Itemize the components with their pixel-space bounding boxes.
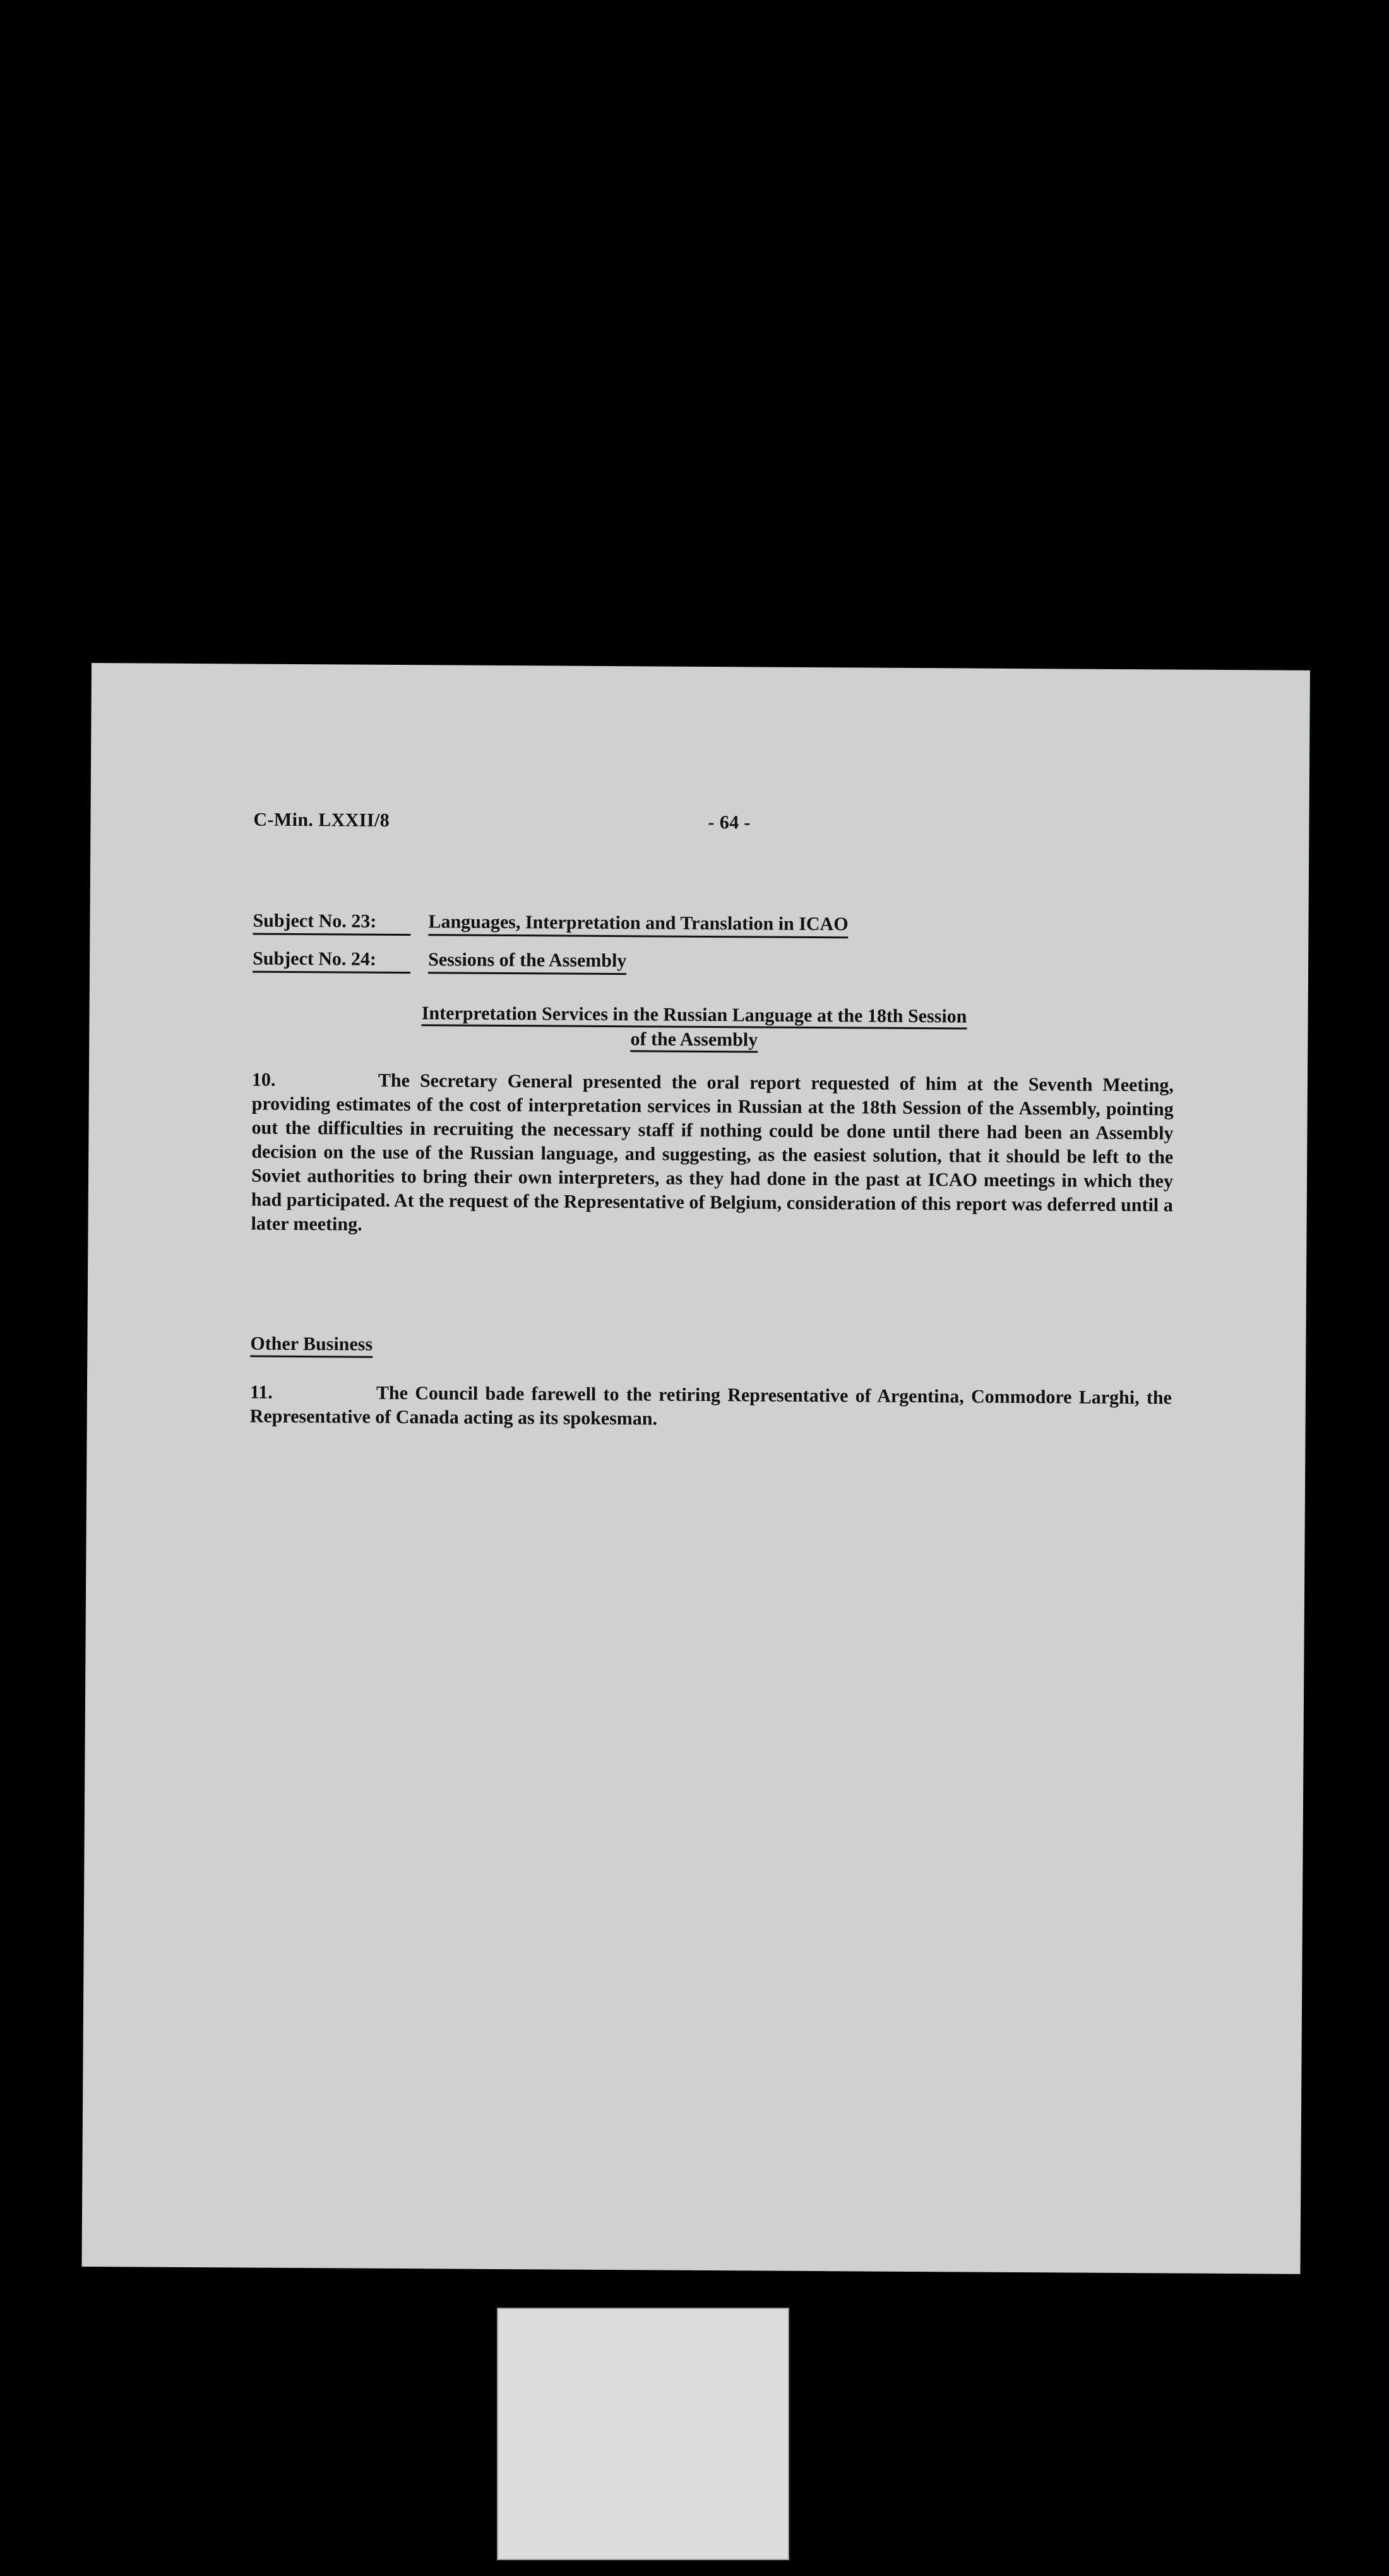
section-title-text-2: of the Assembly (630, 1029, 758, 1052)
other-business-heading-text: Other Business (250, 1333, 373, 1358)
paragraph-text: The Council bade farewell to the retiring Representative of Argentina, Commodore Larghi, the Representative of Canada acting as its spokesman. (249, 1382, 1172, 1429)
paragraph-number: 10. (251, 1069, 276, 1090)
blank-target-card (497, 2308, 789, 2560)
paragraph-10 (251, 1068, 1174, 1242)
subject-row (253, 948, 626, 975)
paragraph-text: The Secretary General presented the oral report requested of him at the Seventh Meeting, providing estimates of the cost of interpretation services in Russian at the 18th Session of the Assembly, pointing out the difficulties in recruiting the necessary staff if nothing could be done until there had been an Assembly decision on the use of the Russian language, and suggesting, as the easiest solution, that it should be left to the Soviet authorities to bring their own interpreters, as they had done in the past at ICAO meetings in which they had participated. At the request of the Representative of Belgium, consideration of this report was deferred until a later meeting. (251, 1070, 1174, 1235)
subject-label: Subject No. 23: (253, 910, 410, 936)
section-title-line-2 (252, 1027, 1136, 1054)
subject-label: Subject No. 24: (253, 948, 410, 974)
other-business-heading (250, 1333, 373, 1356)
subject-title: Languages, Interpretation and Translation in ICAO (428, 911, 848, 938)
document-reference: C-Min. LXXII/8 (253, 809, 390, 831)
section-title-line-1 (253, 1002, 1136, 1029)
paragraph-11 (250, 1381, 1172, 1434)
section-title-text-1: Interpretation Services in the Russian Language at the 18th Session (422, 1003, 967, 1029)
subject-title: Sessions of the Assembly (428, 949, 626, 975)
document-page (81, 663, 1309, 2274)
paragraph-number: 11. (249, 1381, 273, 1403)
page-number: - 64 - (708, 811, 751, 833)
subject-row (253, 910, 848, 939)
